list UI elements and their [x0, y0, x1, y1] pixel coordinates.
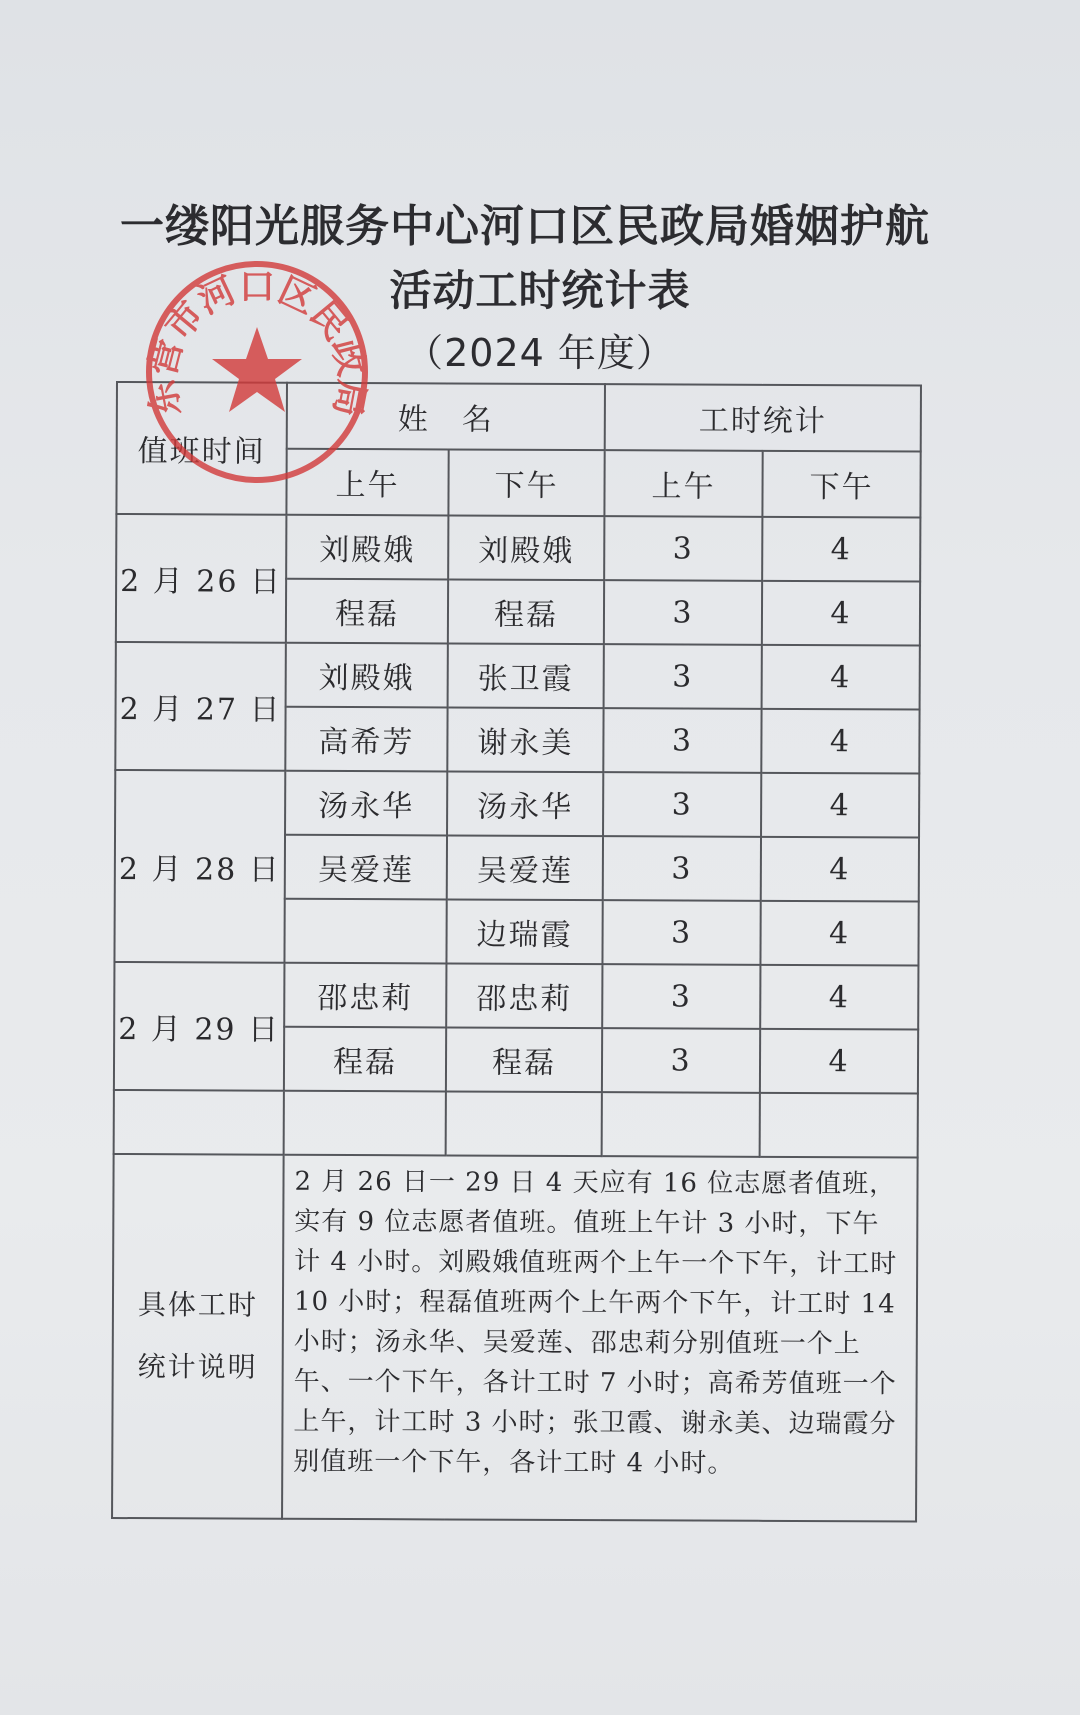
pm-name-cell: 吴爱莲: [447, 835, 603, 900]
pm-name-cell: 程磊: [446, 1027, 602, 1092]
note-label-line1: 具体工时: [137, 1288, 259, 1322]
am-name-cell: 刘殿娥: [286, 515, 448, 580]
note-label-line2: 统计说明: [137, 1350, 258, 1384]
duty-date-cell: 2 月 29 日: [114, 962, 285, 1091]
pm-name-cell: 谢永美: [447, 707, 603, 772]
am-hours-cell: 3: [602, 1028, 760, 1093]
am-name-cell: 邵忠莉: [284, 963, 446, 1028]
am-name-cell: 汤永华: [285, 771, 447, 836]
pm-name-cell: 张卫霞: [448, 643, 604, 708]
am-hours-cell: 3: [603, 708, 761, 773]
pm-name-cell: 刘殿娥: [448, 515, 604, 580]
pm-hours-cell: 4: [760, 901, 918, 966]
table-row: [116, 642, 920, 710]
table-row: [114, 962, 918, 1030]
am-name-cell: 刘殿娥: [286, 643, 448, 708]
am-hours-cell: 3: [603, 772, 761, 837]
am-name-cell: 程磊: [286, 579, 448, 644]
duty-date-cell: 2 月 27 日: [115, 642, 286, 771]
blank-cell: [114, 1090, 284, 1155]
work-hours-table: [111, 381, 922, 1523]
name-pm-header: 下午: [448, 449, 604, 516]
pm-hours-cell: 4: [760, 965, 918, 1030]
pm-hours-cell: 4: [760, 1029, 918, 1094]
note-row: [112, 1154, 918, 1522]
am-hours-cell: 3: [604, 580, 762, 645]
name-am-header: 上午: [286, 449, 448, 516]
table-row: [116, 514, 920, 582]
pm-hours-cell: 4: [762, 645, 920, 710]
pm-name-cell: 边瑞霞: [446, 899, 602, 964]
name-header: 姓 名: [287, 383, 605, 450]
hours-pm-header: 下午: [762, 451, 920, 518]
pm-hours-cell: 4: [762, 581, 920, 646]
pm-name-cell: 邵忠莉: [446, 963, 602, 1028]
hours-header: 工时统计: [605, 384, 921, 451]
duty-date-cell: 2 月 26 日: [116, 514, 287, 643]
am-name-cell: [284, 899, 446, 964]
document-year: （2024 年度）: [405, 331, 675, 375]
note-label: [112, 1154, 284, 1519]
hours-am-header: 上午: [604, 450, 762, 517]
pm-name-cell: 程磊: [448, 579, 604, 644]
blank-cell: [446, 1091, 602, 1156]
table-row: [115, 770, 919, 838]
blank-cell: [284, 1091, 446, 1156]
am-name-cell: 程磊: [284, 1027, 446, 1092]
document-title-line1: 一缕阳光服务中心河口区民政局婚姻护航: [120, 201, 930, 252]
am-hours-cell: 3: [602, 964, 760, 1029]
document-title-line2: 活动工时统计表: [389, 266, 691, 315]
blank-cell: [760, 1093, 918, 1158]
table-header-row: [117, 382, 921, 452]
pm-hours-cell: 4: [762, 517, 920, 582]
pm-hours-cell: 4: [761, 709, 919, 774]
table-blank-row: [114, 1090, 918, 1158]
blank-cell: [602, 1092, 760, 1157]
am-hours-cell: 3: [604, 516, 762, 581]
note-text: 2 月 26 日一 29 日 4 天应有 16 位志愿者值班，实有 9 位志愿者值班。值班上午计 3 小时，下午计 4 小时。刘殿娥值班两个上午一个下午，计工时 10 小时；程磊值班两个上午两个下午，计工时 14 小时；汤永华、吴爱莲、邵忠莉分别值班一个上午、一个下午，各计工时 7 小时；高希芳值班一个上午，计工时 3 小时；张卫霞、谢永美、边瑞霞分别值班一个下午，各计工时 4 小时。: [282, 1155, 918, 1522]
am-hours-cell: 3: [604, 644, 762, 709]
am-hours-cell: 3: [602, 900, 760, 965]
duty-date-cell: 2 月 28 日: [114, 770, 285, 963]
pm-hours-cell: 4: [761, 837, 919, 902]
am-name-cell: 高希芳: [285, 707, 447, 772]
am-hours-cell: 3: [603, 836, 761, 901]
seal-text: 东营市河口区民政局: [141, 266, 373, 420]
am-name-cell: 吴爱莲: [285, 835, 447, 900]
pm-name-cell: 汤永华: [447, 771, 603, 836]
duty-time-header: 值班时间: [116, 382, 287, 515]
pm-hours-cell: 4: [761, 773, 919, 838]
